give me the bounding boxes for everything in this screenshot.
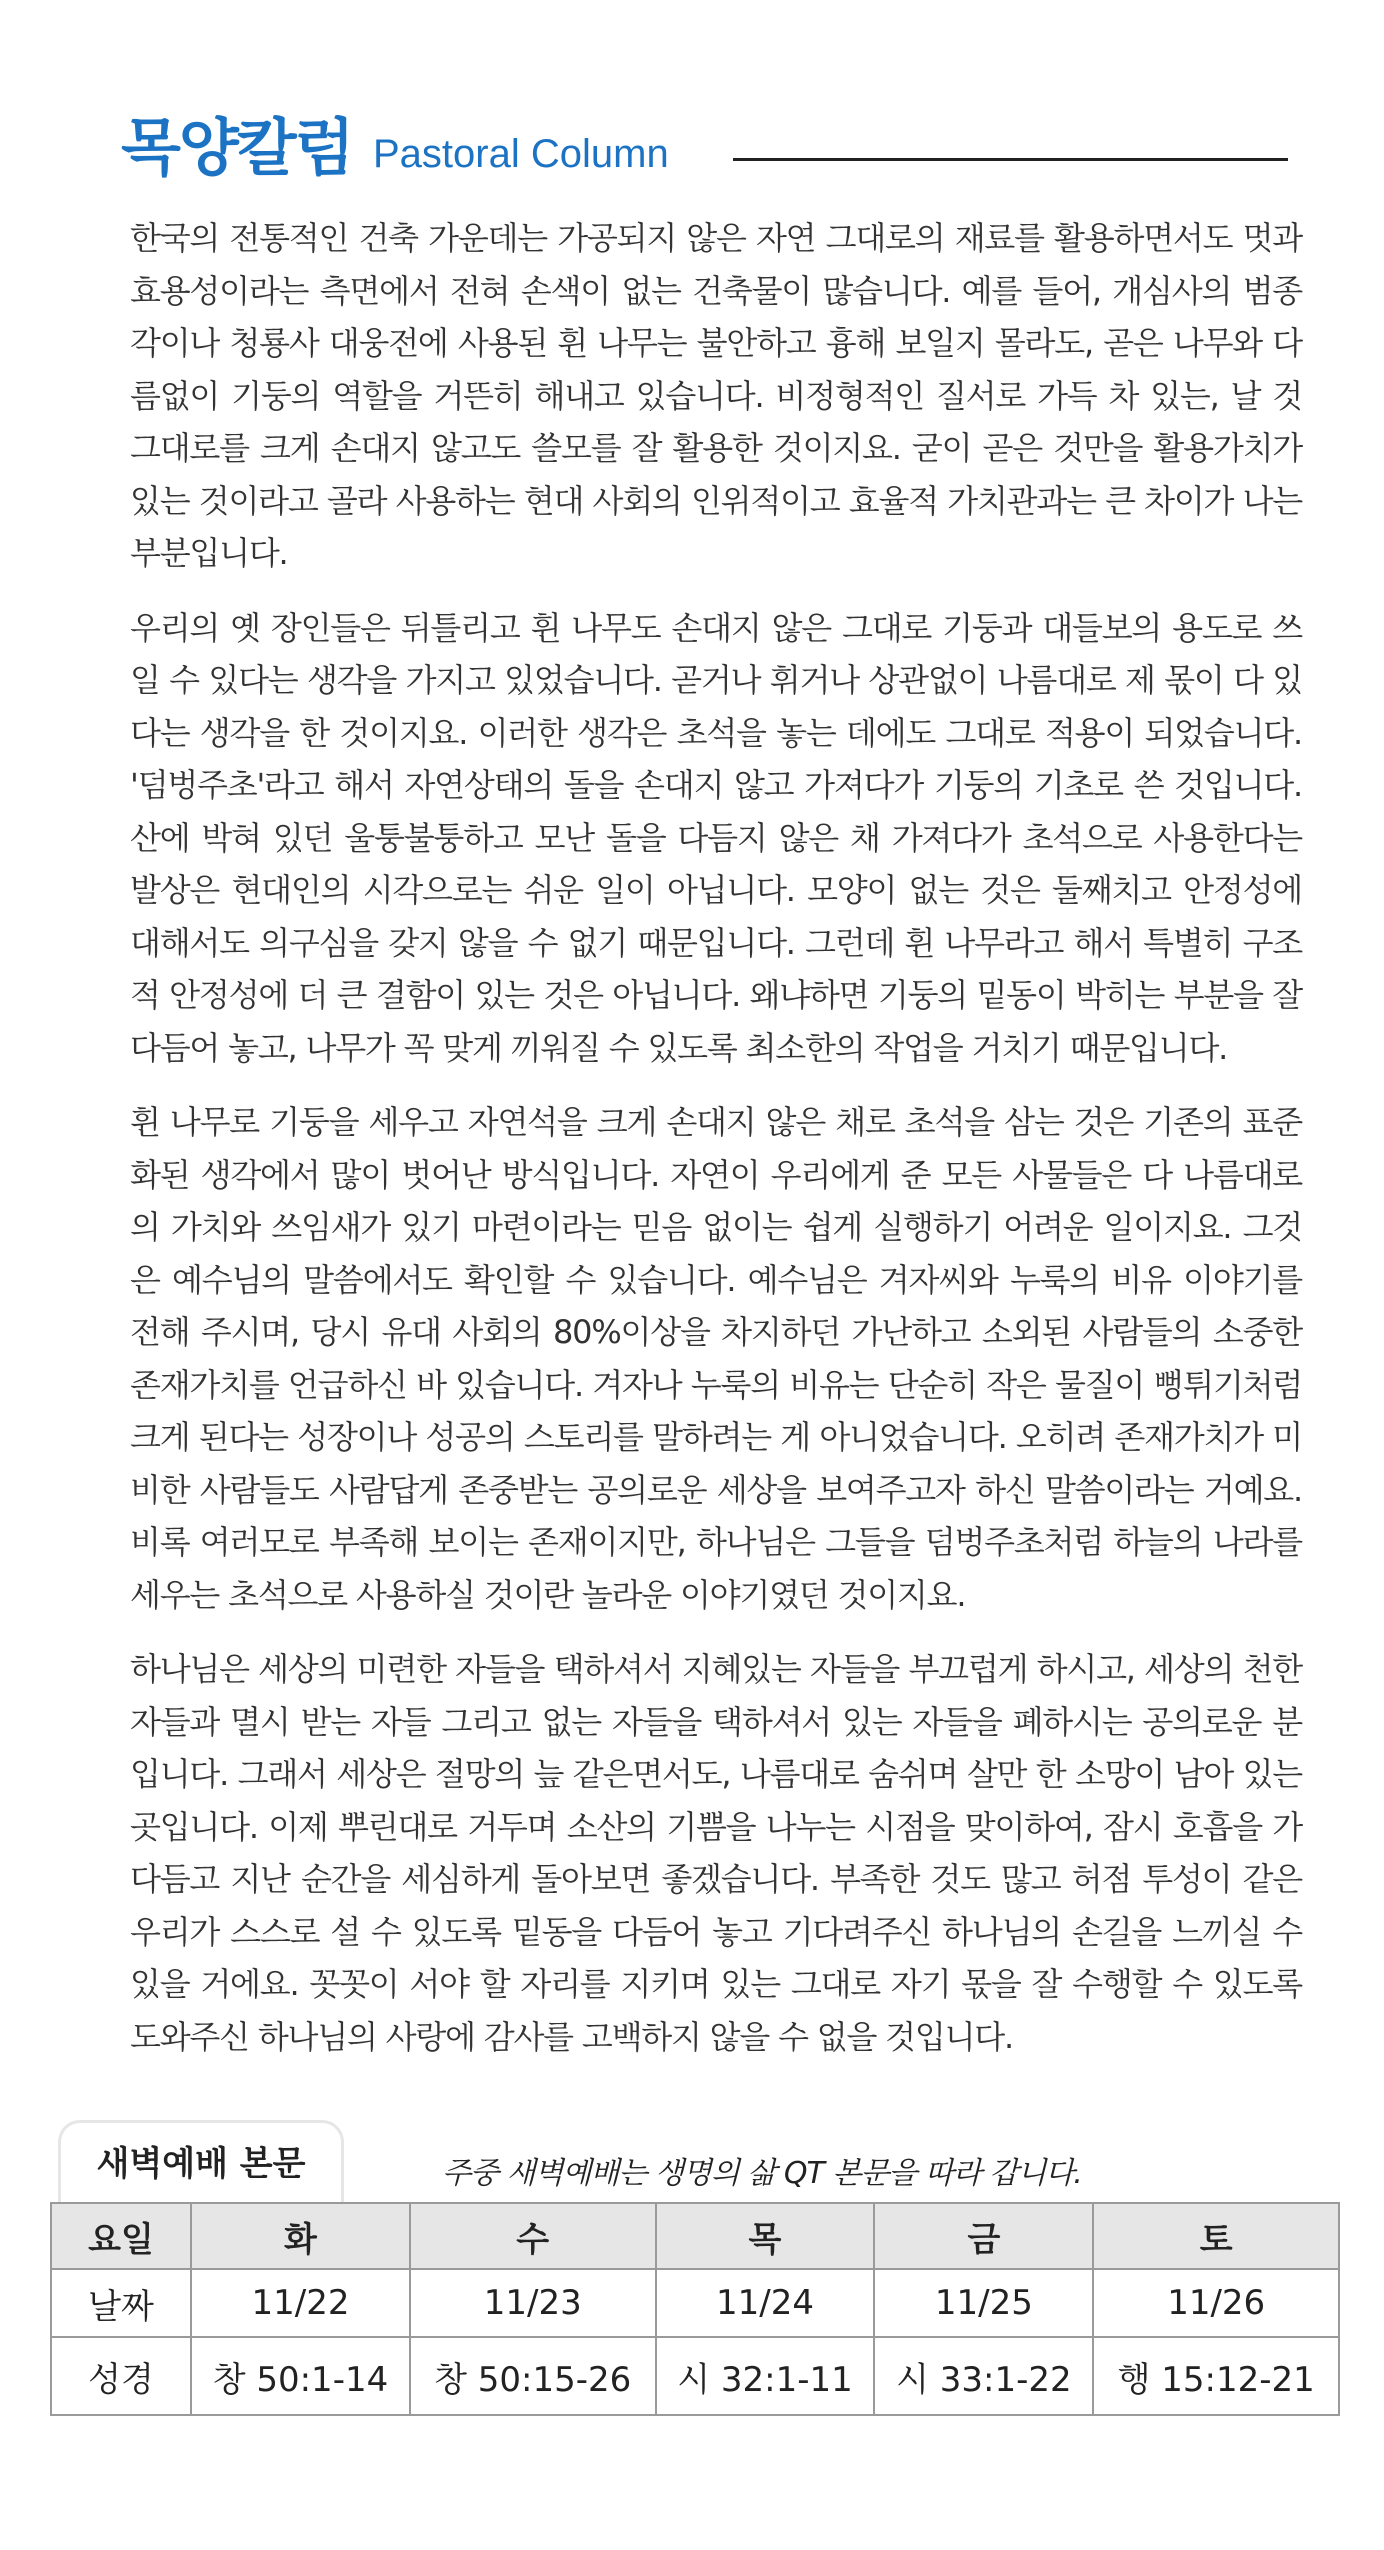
schedule-table <box>50 2202 1340 2416</box>
scripture-cell: 창 50:1-14 <box>191 2337 410 2415</box>
scripture-cell: 시 33:1-22 <box>874 2337 1093 2415</box>
day-cell: 토 <box>1093 2203 1339 2269</box>
column-paragraph-1: 한국의 전통적인 건축 가운데는 가공되지 않은 자연 그대로의 재료를 활용하면서도 멋과 효용성이라는 측면에서 전혀 손색이 없는 건축물이 많습니다. 예를 들어, 개심사의 범종각이나 청룡사 대웅전에 사용된 휜 나무는 불안하고 흉해 보일지 몰라도, 곧은 나무와 다름없이 기둥의 역할을 거뜬히 해내고 있습니다. 비정형적인 질서로 가득 차 있는, 날 것 그대로를 크게 손대지 않고도 쓸모를 잘 활용한 것이지요. 굳이 곧은 것만을 활용가치가 있는 것이라고 골라 사용하는 현대 사회의 인위적이고 효율적 가치관과는 큰 차이가 나는 부분입니다. <box>130 219 1302 572</box>
date-cell: 11/23 <box>410 2269 656 2337</box>
day-cell: 목 <box>656 2203 875 2269</box>
scripture-cell: 행 15:12-21 <box>1093 2337 1339 2415</box>
date-cell: 11/22 <box>191 2269 410 2337</box>
scripture-cell: 시 32:1-11 <box>656 2337 875 2415</box>
scripture-row <box>51 2337 1339 2415</box>
date-row <box>51 2269 1339 2337</box>
scripture-cell: 창 50:15-26 <box>410 2337 656 2415</box>
day-cell: 화 <box>191 2203 410 2269</box>
schedule-tab-label: 새벽예배 본문 <box>96 2144 306 2184</box>
column-title-korean: 목양칼럼 <box>121 111 353 184</box>
day-row <box>51 2203 1339 2269</box>
column-header <box>121 108 1291 188</box>
date-row-label: 날짜 <box>51 2269 191 2337</box>
date-cell: 11/26 <box>1093 2269 1339 2337</box>
day-cell: 금 <box>874 2203 1093 2269</box>
day-row-label: 요일 <box>51 2203 191 2269</box>
scripture-row-label: 성경 <box>51 2337 191 2415</box>
column-title-english: Pastoral Column <box>373 132 669 176</box>
column-paragraph-2: 우리의 옛 장인들은 뒤틀리고 휜 나무도 손대지 않은 그대로 기둥과 대들보의 용도로 쓰일 수 있다는 생각을 가지고 있었습니다. 곧거나 휘거나 상관없이 나름대로 제 몫이 다 있다는 생각을 한 것이지요. 이러한 생각은 초석을 놓는 데에도 그대로 적용이 되었습니다. '덤벙주초'라고 해서 자연상태의 돌을 손대지 않고 가져다가 기둥의 기초로 쓴 것입니다. 산에 박혀 있던 울퉁불퉁하고 모난 돌을 다듬지 않은 채 가져다가 초석으로 사용한다는 발상은 현대인의 시각으로는 쉬운 일이 아닙니다. 모양이 없는 것은 둘째치고 안정성에 대해서도 의구심을 갖지 않을 수 없기 때문입니다. 그런데 휜 나무라고 해서 특별히 구조적 안정성에 더 큰 결함이 있는 것은 아닙니다. 왜냐하면 기둥의 밑동이 박히는 부분을 잘 다듬어 놓고, 나무가 꼭 맞게 끼워질 수 있도록 최소한의 작업을 거치기 때문입니다. <box>130 608 1302 1067</box>
date-cell: 11/25 <box>874 2269 1093 2337</box>
title-divider <box>733 158 1288 161</box>
column-body <box>130 212 1302 2085</box>
column-paragraph-3: 휜 나무로 기둥을 세우고 자연석을 크게 손대지 않은 채로 초석을 삼는 것은 기존의 표준화된 생각에서 많이 벗어난 방식입니다. 자연이 우리에게 준 모든 사물들은 다 나름대로의 가치와 쓰임새가 있기 마련이라는 믿음 없이는 쉽게 실행하기 어려운 일이지요. 그것은 예수님의 말씀에서도 확인할 수 있습니다. 예수님은 겨자씨와 누룩의 비유 이야기를 전해 주시며, 당시 유대 사회의 80%이상을 차지하던 가난하고 소외된 사람들의 소중한 존재가치를 언급하신 바 있습니다. 겨자나 누룩의 비유는 단순히 작은 물질이 뻥튀기처럼 크게 된다는 성장이나 성공의 스토리를 말하려는 게 아니었습니다. 오히려 존재가치가 미비한 사람들도 사람답게 존중받는 공의로운 세상을 보여주고자 하신 말씀이라는 거예요. 비록 여러모로 부족해 보이는 존재이지만, 하나님은 그들을 덤벙주초처럼 하늘의 나라를 세우는 초석으로 사용하실 것이란 놀라운 이야기였던 것이지요. <box>130 1103 1302 1614</box>
schedule-note: 주중 새벽예배는 생명의 삶 QT 본문을 따라 갑니다. <box>442 2156 1082 2191</box>
column-paragraph-4: 하나님은 세상의 미련한 자들을 택하셔서 지혜있는 자들을 부끄럽게 하시고, 세상의 천한 자들과 멸시 받는 자들 그리고 없는 자들을 택하셔서 있는 자들을 폐하시는 공의로운 분입니다. 그래서 세상은 절망의 늪 같은면서도, 나름대로 숨쉬며 살만 한 소망이 남아 있는 곳입니다. 이제 뿌린대로 거두며 소산의 기쁨을 나누는 시점을 맞이하여, 잠시 호흡을 가다듬고 지난 순간을 세심하게 돌아보면 좋겠습니다. 부족한 것도 많고 허점 투성이 같은 우리가 스스로 설 수 있도록 밑동을 다듬어 놓고 기다려주신 하나님의 손길을 느끼실 수 있을 거에요. 꼿꼿이 서야 할 자리를 지키며 있는 그대로 자기 몫을 잘 수행할 수 있도록 도와주신 하나님의 사랑에 감사를 고백하지 않을 수 없을 것입니다. <box>130 1650 1302 2056</box>
day-cell: 수 <box>410 2203 656 2269</box>
date-cell: 11/24 <box>656 2269 875 2337</box>
schedule-tab <box>58 2120 344 2205</box>
